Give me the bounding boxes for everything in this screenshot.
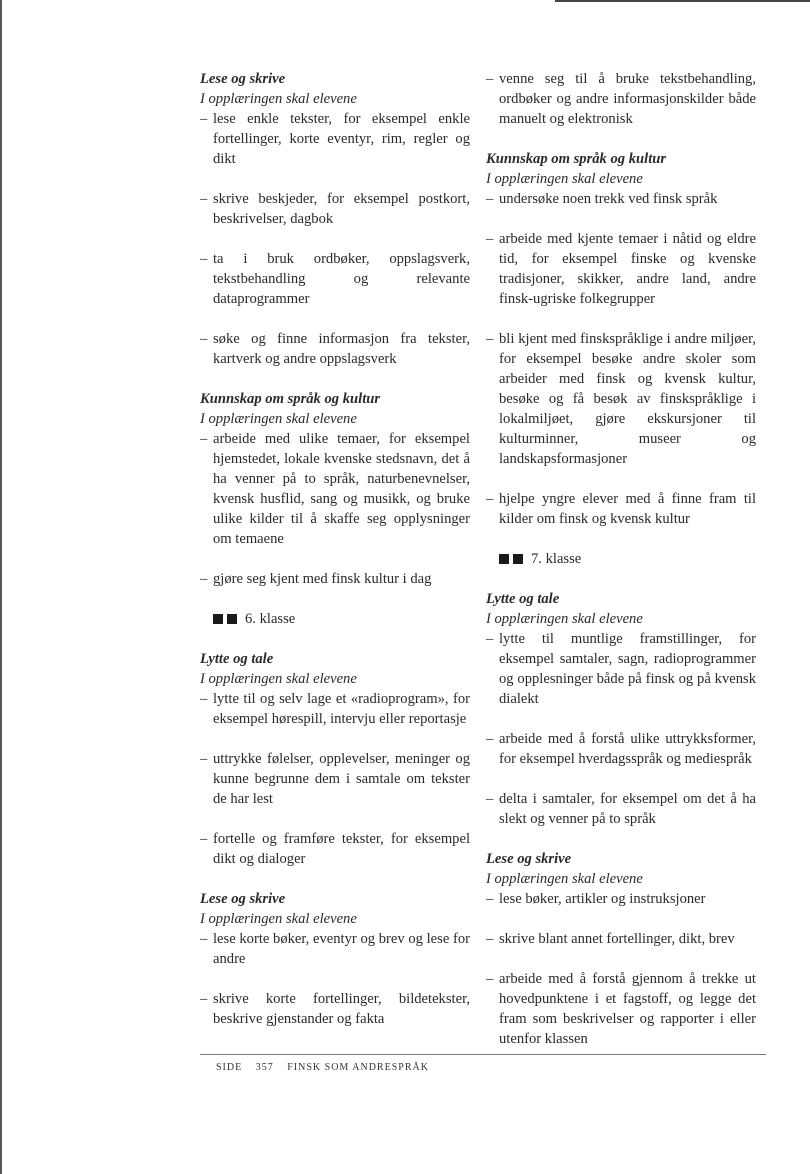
section-intro: I opplæringen skal elevene — [200, 411, 357, 427]
spacer — [200, 169, 470, 189]
list-item-text: venne seg til å bruke tekstbehandling, ordbøker og andre informasjonskilder både manuelt og elektronisk — [499, 71, 756, 127]
section-intro: I opplæringen skal elevene — [200, 671, 357, 687]
list-item-text: arbeide med å forstå ulike uttrykksformer, for eksempel hverdagsspråk og mediespråk — [499, 731, 756, 767]
scan-edge-left — [0, 0, 2, 1174]
spacer — [200, 969, 470, 989]
grade-label: 6. klasse — [245, 611, 296, 627]
dash-bullet: – — [200, 751, 208, 767]
list-item-text: lytte til muntlige framstillinger, for eksempel samtaler, sagn, radioprogrammer og opplesninger både på finsk og på kvensk dialekt — [499, 631, 756, 707]
spacer — [486, 909, 756, 929]
section-intro: I opplæringen skal elevene — [200, 911, 357, 927]
spacer — [486, 709, 756, 729]
spacer — [486, 309, 756, 329]
list-item-text: lese korte bøker, eventyr og brev og lese for andre — [213, 931, 470, 967]
spacer — [486, 949, 756, 969]
list-item-text: fortelle og framføre tekster, for eksempel dikt og dialoger — [213, 831, 470, 867]
section-intro: I opplæringen skal elevene — [486, 171, 643, 187]
dash-bullet: – — [200, 111, 208, 127]
list-item — [486, 889, 756, 909]
dash-bullet: – — [486, 331, 494, 347]
dash-bullet: – — [486, 191, 494, 207]
grade-marker-icon — [213, 614, 237, 624]
dash-bullet: – — [200, 691, 208, 707]
list-item — [486, 489, 756, 529]
list-item — [486, 729, 756, 769]
spacer — [200, 729, 470, 749]
dash-bullet: – — [486, 971, 494, 987]
spacer — [200, 869, 470, 889]
square-icon — [227, 614, 237, 624]
section-heading: Lese og skrive — [200, 71, 286, 87]
list-item — [486, 69, 756, 129]
dash-bullet: – — [486, 491, 494, 507]
spacer — [200, 629, 470, 649]
section-intro: I opplæringen skal elevene — [200, 91, 357, 107]
footer-subject: FINSK SOM ANDRESPRÅK — [287, 1062, 429, 1073]
section-heading: Lese og skrive — [200, 891, 286, 907]
list-item-text: gjøre seg kjent med finsk kultur i dag — [213, 571, 432, 587]
dash-bullet: – — [486, 231, 494, 247]
list-item — [200, 989, 470, 1029]
section-heading: Lytte og tale — [486, 591, 560, 607]
dash-bullet: – — [486, 931, 494, 947]
list-item-text: ta i bruk ordbøker, oppslagsverk, tekstbehandling og relevante dataprogrammer — [213, 251, 470, 307]
list-item — [200, 429, 470, 549]
list-item — [200, 329, 470, 369]
list-item-text: arbeide med ulike temaer, for eksempel hjemstedet, lokale kvenske stedsnavn, det å ha venner på to språk, naturbenevnelser, kvensk husflid, sang og musikk, og bruke ulike kilder til å skaffe seg opplysninger om temaene — [213, 431, 470, 547]
dash-bullet: – — [200, 331, 208, 347]
section-intro: I opplæringen skal elevene — [486, 871, 643, 887]
section-heading: Kunnskap om språk og kultur — [486, 151, 667, 167]
grade-heading — [200, 609, 470, 629]
dash-bullet: – — [486, 631, 494, 647]
list-item — [200, 749, 470, 809]
spacer — [486, 529, 756, 549]
page-footer — [216, 1062, 439, 1073]
spacer — [200, 229, 470, 249]
section-heading: Kunnskap om språk og kultur — [200, 391, 381, 407]
left-column — [200, 69, 470, 1029]
right-column — [486, 69, 756, 1049]
list-item — [200, 189, 470, 229]
list-item — [200, 109, 470, 169]
square-icon — [499, 554, 509, 564]
dash-bullet: – — [486, 891, 494, 907]
dash-bullet: – — [200, 431, 208, 447]
list-item — [486, 189, 756, 209]
list-item-text: skrive beskjeder, for eksempel postkort, beskrivelser, dagbok — [213, 191, 470, 227]
spacer — [486, 569, 756, 589]
list-item-text: delta i samtaler, for eksempel om det å ha slekt og venner på to språk — [499, 791, 756, 827]
list-item-text: skrive blant annet fortellinger, dikt, brev — [499, 931, 735, 947]
footer-rule — [200, 1054, 766, 1055]
dash-bullet: – — [486, 71, 494, 87]
list-item-text: uttrykke følelser, opplevelser, meninger og kunne begrunne dem i samtale om tekster de har lest — [213, 751, 470, 807]
list-item — [200, 929, 470, 969]
dash-bullet: – — [200, 931, 208, 947]
list-item — [486, 629, 756, 709]
grade-heading — [486, 549, 756, 569]
list-item — [486, 929, 756, 949]
list-item-text: lese enkle tekster, for eksempel enkle fortellinger, korte eventyr, rim, regler og dikt — [213, 111, 470, 167]
list-item — [200, 689, 470, 729]
spacer — [486, 129, 756, 149]
footer-side-label: SIDE — [216, 1062, 243, 1073]
dash-bullet: – — [486, 731, 494, 747]
spacer — [200, 549, 470, 569]
list-item-text: skrive korte fortellinger, bildetekster, beskrive gjenstander og fakta — [213, 991, 470, 1027]
list-item — [486, 329, 756, 469]
grade-marker-icon — [499, 554, 523, 564]
list-item-text: søke og finne informasjon fra tekster, kartverk og andre oppslagsverk — [213, 331, 470, 367]
list-item — [486, 789, 756, 829]
spacer — [486, 829, 756, 849]
dash-bullet: – — [200, 991, 208, 1007]
list-item-text: hjelpe yngre elever med å finne fram til kilder om finsk og kvensk kultur — [499, 491, 756, 527]
section-heading: Lytte og tale — [200, 651, 274, 667]
spacer — [486, 209, 756, 229]
list-item — [486, 969, 756, 1049]
list-item-text: arbeide med å forstå gjennom å trekke ut hovedpunktene i et fagstoff, og legge det fram som beskrivelser og rapporter i eller utenfor klassen — [499, 971, 756, 1047]
dash-bullet: – — [200, 571, 208, 587]
section-heading: Lese og skrive — [486, 851, 572, 867]
list-item-text: lytte til og selv lage et «radioprogram», for eksempel hørespill, intervju eller reportasje — [213, 691, 470, 727]
spacer — [486, 769, 756, 789]
square-icon — [213, 614, 223, 624]
list-item — [200, 249, 470, 309]
list-item-text: undersøke noen trekk ved finsk språk — [499, 191, 718, 207]
spacer — [200, 369, 470, 389]
scan-edge-top — [555, 0, 810, 2]
list-item — [200, 829, 470, 869]
list-item-text: arbeide med kjente temaer i nåtid og eldre tid, for eksempel finske og kvenske tradisjoner, skikker, andre land, andre finsk-ugriske folkegrupper — [499, 231, 756, 307]
footer-page-number: 357 — [255, 1062, 274, 1073]
dash-bullet: – — [486, 791, 494, 807]
dash-bullet: – — [200, 191, 208, 207]
dash-bullet: – — [200, 831, 208, 847]
spacer — [200, 809, 470, 829]
spacer — [200, 309, 470, 329]
list-item-text: lese bøker, artikler og instruksjoner — [499, 891, 706, 907]
spacer — [200, 589, 470, 609]
square-icon — [513, 554, 523, 564]
list-item-text: bli kjent med finskspråklige i andre miljøer, for eksempel besøke andre skoler som arbeider med finsk og kvensk kultur, besøke og få besøk av finskspråklige i lokalmiljøet, gjøre ekskursjoner til kulturminner, museer og landskapsformasjoner — [499, 331, 756, 467]
section-intro: I opplæringen skal elevene — [486, 611, 643, 627]
list-item — [486, 229, 756, 309]
list-item — [200, 569, 470, 589]
grade-label: 7. klasse — [531, 551, 582, 567]
spacer — [486, 469, 756, 489]
dash-bullet: – — [200, 251, 208, 267]
